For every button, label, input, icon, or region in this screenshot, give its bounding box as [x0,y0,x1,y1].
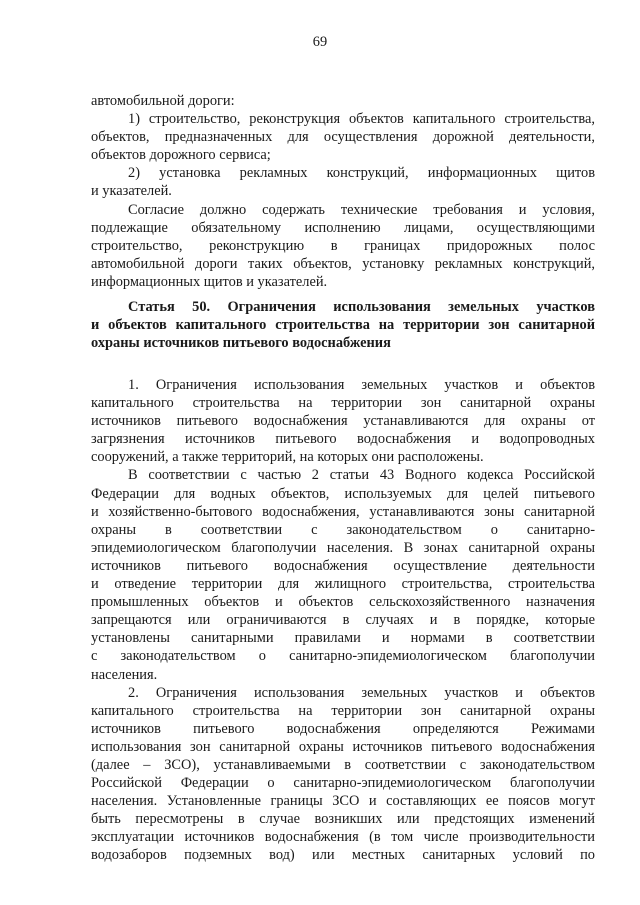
text-line: установлены санитарными правилами и нормами в соответствии [91,630,595,647]
text-line: эпидемиологическом благополучии населения. В зонах санитарной охраны [91,539,595,556]
text-line: источников питьевого водоснабжения осуществление деятельности [91,557,595,574]
article-50-heading [91,298,595,352]
text-line: Федерации для водных объектов, используемых для целей питьевого [91,485,595,502]
heading-line: и объектов капитального строительства на территории зон санитарной [91,317,595,334]
text-line: и хозяйственно-бытового водоснабжения, устанавливаются зоны санитарной [91,503,595,520]
text-line: эксплуатации источников водоснабжения (в том числе производительности [91,829,595,846]
heading-line: охраны источников питьевого водоснабжения [91,335,391,352]
text-line: (далее – ЗСО), устанавливаемыми в соответствии с законодательством [91,756,595,773]
page-number: 69 [312,34,328,50]
text-line: Российской Федерации о санитарно-эпидемиологическом благополучии [91,775,595,792]
heading-line: Статья 50. Ограничения использования земельных участков [128,299,595,315]
text-line: использования зон санитарной охраны источников питьевого водоснабжения [91,738,595,755]
text-line: источников питьевого водоснабжения определяются Режимами [91,720,595,737]
text-line: автомобильной дороги: [91,93,235,109]
text-line: 1) строительство, реконструкция объектов капитального строительства, [128,111,595,128]
text-line: 2. Ограничения использования земельных участков и объектов [128,684,595,701]
text-line: капитального строительства на территории зон санитарной охраны [91,395,595,412]
text-line: с законодательством о санитарно-эпидемиологическом благополучии [91,648,595,665]
text-line: информационных щитов и указателей. [91,273,328,290]
text-line: автомобильной дороги таких объектов, установку рекламных конструкций, [91,255,595,272]
text-line: объектов, предназначенных для осуществления дорожной деятельности, [91,129,595,146]
text-line: 1. Ограничения использования земельных участков и объектов [128,377,595,393]
text-line: 2) установка рекламных конструкций, информационных щитов [128,165,595,182]
text-line: сооружений, а также территорий, на которых они расположены. [91,449,484,466]
text-line: подлежащие обязательному исполнению лицами, осуществляющими [91,219,595,236]
text-line: Согласие должно содержать технические требования и условия, [128,201,595,218]
paragraph-block-article-50 [91,376,595,865]
text-line: источников питьевого водоснабжения устанавливаются для охраны от [91,413,595,430]
text-line: загрязнения источников питьевого водоснабжения и водопроводных [91,431,595,448]
text-line: и отведение территории для жилищного строительства, строительства [91,576,595,593]
text-line: строительство, реконструкцию в границах придорожных полос [91,237,595,254]
text-line: промышленных объектов и объектов сельскохозяйственного назначения [91,594,595,611]
text-line: водозаборов подземных вод) или местных санитарных условий по [91,847,595,864]
paragraph-block-intro [91,92,595,291]
text-line: населения. Установленные границы ЗСО и составляющих ее поясов могут [91,793,595,810]
text-line: В соответствии с частью 2 статьи 43 Водного кодекса Российской [128,467,595,484]
text-line: охраны в соответствии с законодательством о санитарно- [91,521,595,538]
text-line: капитального строительства на территории зон санитарной охраны [91,702,595,719]
text-line: объектов дорожного сервиса; [91,147,271,164]
text-line: населения. [91,666,158,683]
text-line: и указателей. [91,183,172,200]
text-line: быть пересмотрены в случае возникших или предстоящих изменений [91,811,595,828]
text-line: запрещаются или ограничиваются в случаях и в порядке, которые [91,612,595,629]
